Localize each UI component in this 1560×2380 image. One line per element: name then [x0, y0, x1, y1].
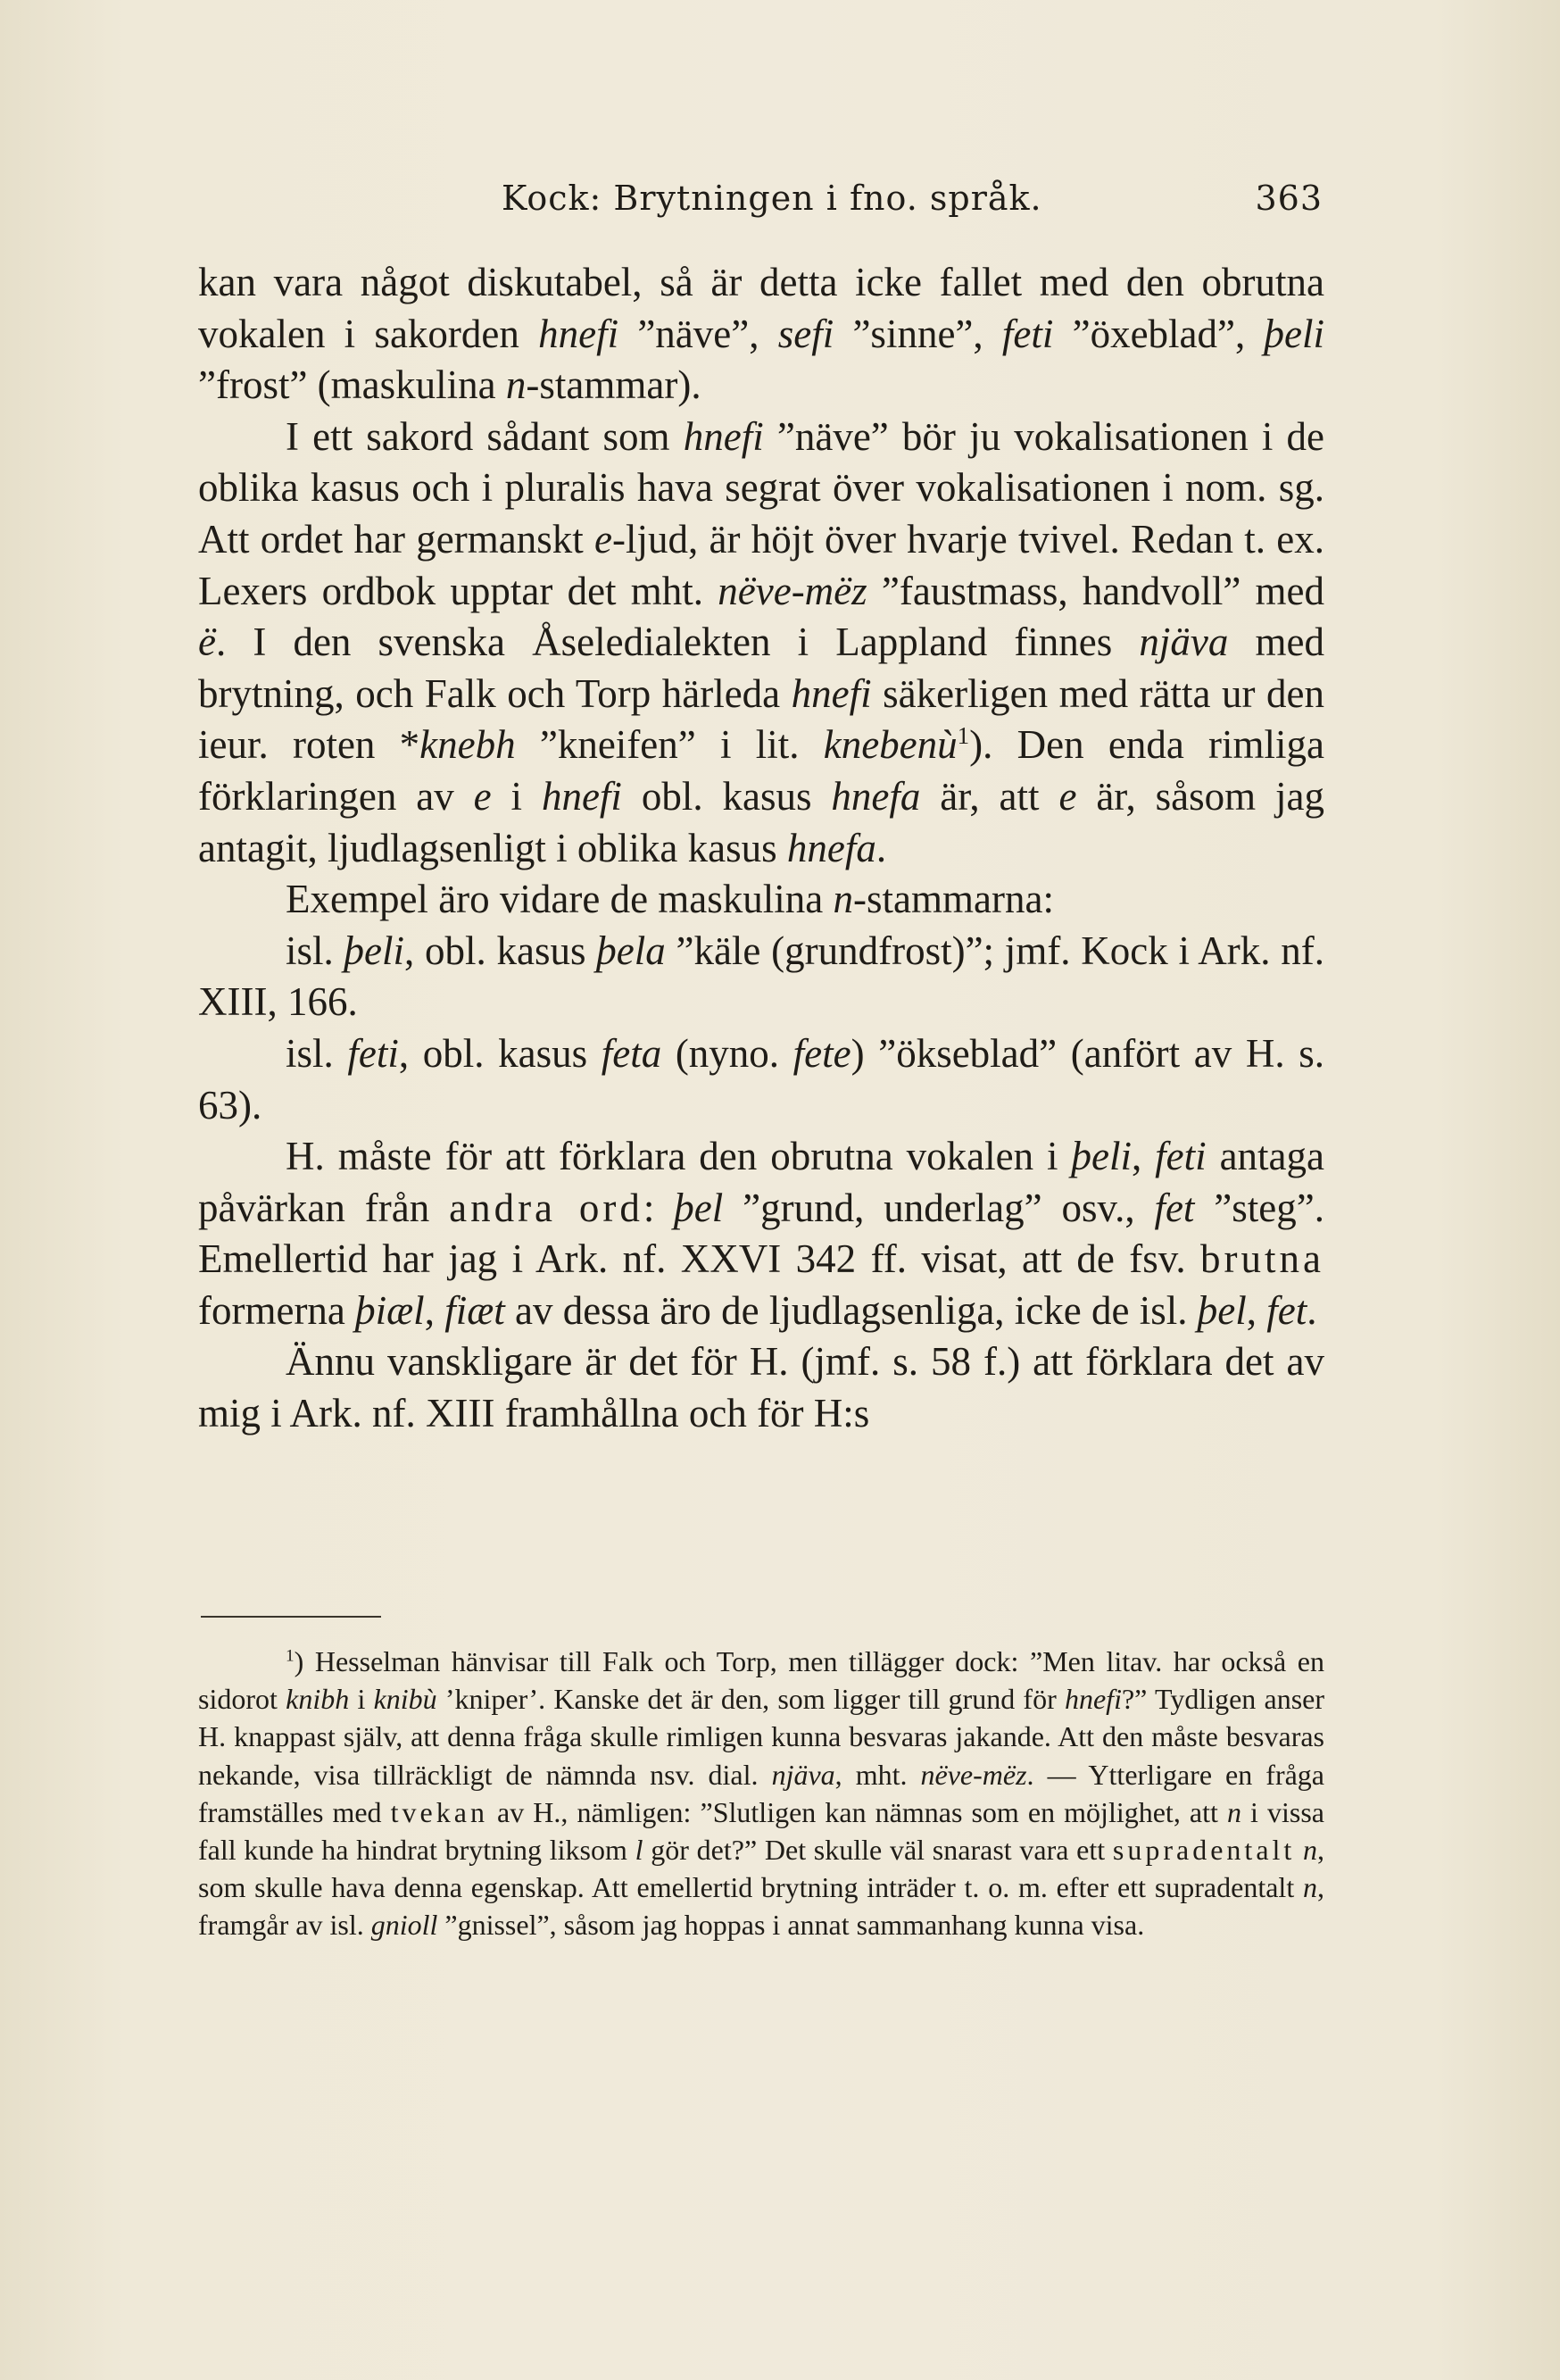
text-spaced: tvekan	[390, 1795, 488, 1828]
text-run: . I den svenska Åseledialekten i Lappland finnes	[215, 620, 1140, 665]
word-italic: knebenù	[823, 722, 958, 768]
paragraph-exempel	[198, 874, 1324, 926]
text-run: ”näve”,	[618, 311, 778, 356]
text-run: antaga påvärkan från	[198, 1134, 1325, 1230]
paragraph-annu	[198, 1336, 1324, 1439]
text-run: I ett sakord sådant som	[286, 413, 684, 459]
text-run: ). Den enda rimliga förklaringen av	[198, 722, 1324, 819]
word-italic: nëve-mëz	[718, 568, 867, 613]
word-italic: feti	[347, 1030, 399, 1076]
word-italic: knibù	[373, 1683, 437, 1716]
text-run: , som skulle hava denna egenskap. Att emellertid brytning inträder t. o. m. efter ett supradentalt	[198, 1834, 1325, 1904]
running-title: Kock: Brytningen i fno. språk.	[502, 179, 1042, 218]
text-run: ”käle (grundfrost)”; jmf. Kock i Ark. nf. XIII, 166.	[198, 928, 1324, 1025]
word-italic: n	[833, 877, 854, 922]
footnote-divider	[201, 1616, 381, 1618]
word-italic: n	[1303, 1871, 1317, 1904]
word-italic: þel	[674, 1185, 724, 1230]
text-run	[1295, 1834, 1303, 1866]
text-run: i	[491, 773, 542, 819]
text-run: (nyno.	[661, 1030, 793, 1076]
paragraph-example-theli	[198, 926, 1324, 1028]
text-run: ”steg”. Emellertid har jag i Ark. nf. XXVI 342 ff. visat, att de fsv.	[198, 1185, 1324, 1282]
text-run: ”sinne”,	[834, 311, 1002, 356]
word-italic: fet	[1266, 1287, 1307, 1333]
word-italic: þiæl	[355, 1287, 425, 1333]
word-italic: njäva	[1139, 620, 1229, 665]
word-italic: þeli	[344, 928, 404, 973]
word-italic: njäva	[771, 1758, 835, 1791]
word-italic: e	[594, 516, 612, 562]
paragraph-hnefi	[198, 412, 1324, 874]
text-run: ”grund, underlag” osv.,	[723, 1185, 1155, 1230]
word-italic: hnefi	[541, 773, 622, 819]
text-run: ”näve” bör ju vokalisationen i de oblika kasus och i pluralis hava segrat över vokalisationen i nom. sg. Att ordet har germanskt	[198, 413, 1324, 562]
text-run: ”faustmass, handvoll” med	[867, 568, 1324, 613]
paragraph-h-maste	[198, 1131, 1324, 1336]
word-italic: feti	[1001, 311, 1054, 356]
paragraph-example-feti	[198, 1028, 1324, 1131]
text-spaced: supradentalt	[1112, 1834, 1296, 1867]
word-italic: fete	[792, 1030, 851, 1076]
text-run: av H., nämligen: ”Slutligen kan nämnas som en möjlighet, att	[487, 1795, 1227, 1828]
text-run: säkerligen med rätta ur den ieur. roten *	[198, 670, 1324, 768]
text-run: , obl. kasus	[404, 928, 597, 973]
text-run: isl.	[286, 1030, 348, 1076]
footnote	[198, 1643, 1324, 1944]
word-italic: n	[1303, 1834, 1318, 1867]
text-run: ,	[1246, 1287, 1267, 1333]
word-italic: gnioll	[370, 1909, 438, 1942]
word-italic: hnefi	[538, 311, 619, 356]
footnote-marker: 1	[286, 1646, 295, 1666]
word-italic: n	[505, 362, 527, 408]
word-italic: þel	[1197, 1287, 1247, 1333]
word-italic: e	[1058, 773, 1077, 819]
text-run: ”kneifen” i lit.	[515, 722, 824, 768]
word-italic: hnefi	[1064, 1683, 1122, 1716]
paragraph-continued	[198, 257, 1324, 412]
word-italic: hnefa	[786, 825, 876, 870]
text-run: , framgår av isl.	[198, 1871, 1324, 1942]
word-italic: l	[635, 1834, 643, 1867]
text-run: :	[643, 1185, 675, 1230]
text-run: . — Ytterligare en fråga framställes med	[198, 1758, 1325, 1828]
text-run: ,	[424, 1287, 445, 1333]
word-italic: knibh	[286, 1683, 350, 1716]
word-italic: þela	[596, 928, 666, 973]
text-run: är, att	[920, 773, 1059, 819]
text-run: ) Hesselman hänvisar till Falk och Torp, men tillägger dock: ”Men litav. har också en sidorot	[198, 1645, 1324, 1716]
word-italic: n	[1226, 1795, 1241, 1828]
text-run: ’kniper’. Kanske det är den, som ligger till grund för	[436, 1683, 1065, 1716]
word-italic: feta	[601, 1030, 662, 1076]
text-run: .	[1307, 1287, 1317, 1333]
text-spaced: brutna	[1200, 1236, 1324, 1282]
text-run: -ljud, är höjt över hvarje tvivel. Redan t. ex. Lexers ordbok upptar det mht.	[198, 516, 1324, 613]
text-run: obl. kasus	[621, 773, 832, 819]
word-italic: hnefi	[791, 670, 872, 716]
text-run: Ännu vanskligare är det för H. (jmf. s. 58 f.) att förklara det av mig i Ark. nf. XIII framhållna och för H:s	[198, 1339, 1324, 1436]
word-italic: sefi	[777, 311, 834, 356]
text-run: är, såsom jag antagit, ljudlagsenligt i oblika kasus	[198, 773, 1324, 870]
word-italic: nëve-mëz	[920, 1758, 1027, 1791]
text-run: isl.	[286, 928, 344, 973]
text-run: ) ”ökseblad” (anfört av H. s. 63).	[198, 1030, 1324, 1128]
word-italic: þeli	[1264, 311, 1324, 356]
footnote-ref[interactable]: 1	[957, 722, 970, 750]
text-run: -stammar).	[526, 362, 701, 408]
text-run: i	[349, 1683, 374, 1716]
text-run: -stammarna:	[853, 877, 1054, 922]
text-run: H. måste för att förklara den obrutna vokalen i	[286, 1134, 1072, 1179]
text-run: ?” Tydligen anser H. knappast själv, att denna fråga skulle rimligen kunna besvaras jakande. Att den måste besvaras nekande, visa tillräckligt de nämnda nsv. dial.	[198, 1683, 1325, 1791]
page-number: 363	[1255, 179, 1323, 218]
text-run: formerna	[198, 1287, 356, 1333]
word-italic: fiæt	[444, 1287, 505, 1333]
text-run: Exempel äro vidare de maskulina	[286, 877, 834, 922]
text-run: ”gnissel”, såsom jag hoppas i annat sammanhang kunna visa.	[437, 1909, 1145, 1942]
word-italic: e	[473, 773, 492, 819]
word-italic: feti	[1155, 1134, 1207, 1179]
text-run: , obl. kasus	[398, 1030, 602, 1076]
word-italic: hnefa	[831, 773, 921, 819]
text-spaced: andra ord	[449, 1185, 643, 1230]
text-run: kan vara något diskutabel, så är detta icke fallet med den obrutna vokalen i sakorden	[198, 260, 1324, 356]
footnote-paragraph	[198, 1643, 1324, 1944]
text-run: av dessa äro de ljudlagsenliga, icke de isl.	[504, 1287, 1198, 1333]
text-run: ”öxeblad”,	[1053, 311, 1265, 356]
text-run: , mht.	[834, 1758, 921, 1791]
word-italic: þeli	[1071, 1134, 1132, 1179]
text-run: .	[875, 825, 887, 870]
word-italic: hnefi	[683, 413, 764, 459]
text-run: gör det?” Det skulle väl snarast vara ett	[643, 1834, 1113, 1867]
text-run: med brytning, och Falk och Torp härleda	[198, 620, 1324, 716]
text-run: ”frost” (maskulina	[198, 362, 506, 408]
text-run: ,	[1131, 1134, 1156, 1179]
word-italic: knebh	[419, 722, 516, 768]
main-text	[198, 257, 1324, 1440]
text-run: i vissa fall kunde ha hindrat brytning liksom	[198, 1795, 1325, 1867]
word-italic: fet	[1154, 1185, 1195, 1230]
word-italic: ë	[198, 620, 216, 665]
